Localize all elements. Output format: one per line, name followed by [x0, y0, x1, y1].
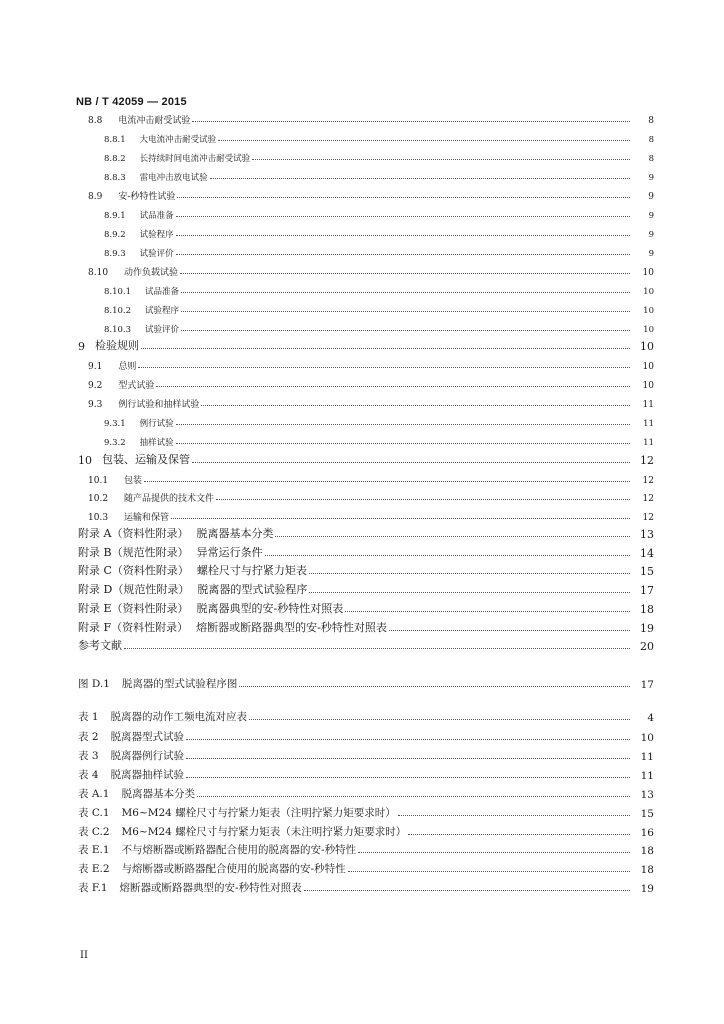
toc-entry-title: 运输和保管: [124, 513, 170, 523]
toc-dot-leader: [239, 686, 630, 687]
toc-dot-leader: [398, 815, 630, 816]
toc-dot-leader: [252, 159, 630, 160]
toc-entry[interactable]: [88, 470, 654, 486]
toc-entry-number: 8.10.2: [104, 306, 132, 316]
toc-entry-number: 9.3.1: [104, 419, 126, 429]
toc-entry-title: 包装、运输及保管: [102, 453, 190, 466]
toc-entry[interactable]: [78, 860, 654, 876]
toc-entry-number: 8.10: [88, 268, 109, 278]
toc-entry-title: 长持续时间电流冲击耐受试验: [139, 154, 251, 164]
toc-entry-number: 表 F.1: [78, 882, 108, 894]
toc-entry-title: 大电流冲击耐受试验: [139, 135, 217, 145]
toc-entry-page: 10: [640, 732, 654, 744]
toc-dot-leader: [389, 630, 630, 631]
toc-entry-number: 附录 D（规范性附录）: [78, 583, 190, 596]
toc-entry-page: 11: [640, 770, 654, 782]
toc-entry-number: 8.8: [88, 116, 103, 126]
toc-entry-number: 9: [78, 340, 85, 353]
toc-dot-leader: [309, 592, 630, 593]
toc-dot-leader: [176, 254, 630, 255]
toc-dot-leader: [218, 140, 630, 141]
toc-entry[interactable]: [88, 186, 654, 202]
toc-dot-leader: [177, 197, 630, 198]
toc-entry-title: 熔断器或断路器典型的安-秒特性对照表: [119, 882, 302, 894]
toc-entry[interactable]: [104, 281, 654, 297]
toc-entry-page: 11: [643, 419, 654, 429]
toc-entry-title: 脱离器型式试验: [110, 731, 185, 743]
toc-dot-leader: [181, 330, 630, 331]
toc-entry-title: M6~M24 螺栓尺寸与拧紧力矩表（注明拧紧力矩要求时）: [121, 807, 396, 819]
toc-entry-page: 17: [640, 584, 654, 597]
standard-header: NB / T 42059 — 2015: [76, 96, 187, 108]
toc-entry-page: 8: [648, 135, 654, 145]
toc-entry[interactable]: [78, 619, 654, 635]
toc-dot-leader: [275, 536, 630, 537]
toc-entry-title: 不与熔断器或断路器配合使用的脱离器的安-秒特性: [121, 844, 357, 856]
toc-entry-page: 11: [642, 400, 654, 410]
toc-entry-number: 10: [78, 454, 92, 467]
toc-entry-title: 总则: [118, 362, 137, 372]
toc-entry-page: 13: [640, 789, 654, 801]
toc-entry-number: 表 C.2: [78, 826, 110, 838]
toc-dot-leader: [124, 648, 630, 649]
toc-entry[interactable]: [78, 562, 654, 578]
toc-entry[interactable]: [78, 766, 654, 782]
toc-entry[interactable]: [104, 243, 654, 259]
toc-entry-title: 例行试验和抽样试验: [118, 400, 200, 410]
toc-entry-number: 8.10.3: [104, 325, 132, 335]
toc-entry-title: 与熔断器或断路器配合使用的脱离器的安-秒特性: [121, 863, 346, 875]
toc-entry-number: 8.9.1: [104, 211, 126, 221]
toc-entry-page: 10: [643, 325, 654, 335]
toc-entry-title: 脱离器的型式试验程序: [197, 583, 308, 596]
toc-entry-number: 8.9.2: [104, 230, 126, 240]
toc-entry-title: 试验评价: [139, 249, 174, 259]
toc-dot-leader: [181, 311, 630, 312]
toc-entry-page: 17: [640, 679, 654, 691]
toc-entry[interactable]: [78, 823, 654, 839]
toc-entry[interactable]: [78, 675, 654, 691]
toc-dot-leader: [176, 235, 630, 236]
toc-dot-leader: [141, 348, 630, 349]
toc-entry-page: 10: [642, 268, 654, 278]
toc-entry-title: 包装: [124, 476, 143, 486]
toc-dot-leader: [144, 481, 630, 482]
toc-entry[interactable]: [104, 129, 654, 145]
toc-entry-page: 12: [642, 513, 654, 523]
toc-entry[interactable]: [88, 356, 654, 372]
toc-entry[interactable]: [78, 451, 654, 467]
toc-entry-number: 表 4: [78, 769, 99, 781]
toc-entry[interactable]: [78, 337, 654, 353]
toc-entry[interactable]: [78, 785, 654, 801]
toc-entry-number: 表 C.1: [78, 807, 110, 819]
toc-entry-title: 脱离器抽样试验: [110, 769, 185, 781]
toc-entry-page: 9: [648, 230, 654, 240]
toc-entry-page: 12: [642, 494, 654, 504]
toc-entry-page: 8: [648, 154, 654, 164]
toc-entry-page: 18: [640, 603, 654, 616]
toc-entry-page: 10: [643, 306, 654, 316]
toc-entry-page: 18: [640, 845, 654, 857]
toc-entry-title: 异常运行条件: [196, 546, 263, 559]
toc-entry[interactable]: [104, 413, 654, 429]
toc-entry-title: 抽样试验: [139, 438, 174, 448]
toc-entry-title: 脱离器的型式试验程序图: [121, 678, 238, 690]
toc-entry-number: 表 2: [78, 731, 99, 743]
toc-dot-leader: [358, 852, 630, 853]
page-number: II: [80, 950, 88, 961]
toc-entry-page: 10: [643, 287, 654, 297]
toc-entry-title: 脱离器的动作工频电流对应表: [110, 711, 248, 723]
toc-entry-number: 8.8.1: [104, 135, 126, 145]
toc-entry-number: 表 1: [78, 711, 99, 723]
toc-entry[interactable]: [78, 708, 654, 724]
toc-entry-page: 19: [640, 622, 654, 635]
toc-entry-page: 12: [642, 476, 654, 486]
toc-entry-number: 9.1: [88, 362, 103, 372]
toc-dot-leader: [180, 273, 630, 274]
toc-entry-title: 螺栓尺寸与拧紧力矩表: [196, 564, 307, 577]
toc-entry-page: 11: [640, 751, 654, 763]
toc-entry-number: 表 E.1: [78, 844, 110, 856]
toc-entry-page: 9: [648, 173, 654, 183]
toc-entry-title: 脱离器例行试验: [110, 750, 185, 762]
toc-dot-leader: [181, 292, 630, 293]
toc-entry-page: 13: [640, 528, 654, 541]
toc-dot-leader: [176, 424, 630, 425]
toc-entry-title: 检验规则: [95, 339, 139, 352]
toc-dot-leader: [171, 518, 630, 519]
toc-entry-page: 9: [648, 211, 654, 221]
toc-entry[interactable]: [104, 205, 654, 221]
toc-entry-page: 9: [648, 249, 654, 259]
toc-entry-page: 19: [640, 883, 654, 895]
toc-entry-number: 10.3: [88, 513, 109, 523]
toc-entry-number: 表 A.1: [78, 788, 110, 800]
toc-dot-leader: [138, 367, 630, 368]
toc-entry-number: 9.3: [88, 400, 103, 410]
toc-entry-number: 图 D.1: [78, 678, 110, 690]
toc-entry[interactable]: [78, 525, 654, 541]
toc-dot-leader: [176, 443, 630, 444]
toc-dot-leader: [210, 178, 630, 179]
toc-dot-leader: [201, 405, 630, 406]
toc-dot-leader: [304, 890, 630, 891]
toc-entry-number: 10.1: [88, 476, 109, 486]
toc-entry-number: 8.10.1: [104, 287, 132, 297]
toc-entry[interactable]: [88, 394, 654, 410]
toc-dot-leader: [192, 462, 630, 463]
toc-entry[interactable]: [104, 224, 654, 240]
toc-entry-title: 熔断器或断路器典型的安-秒特性对照表: [196, 621, 387, 634]
toc-dot-leader: [192, 121, 630, 122]
toc-entry-title: 电流冲击耐受试验: [118, 116, 191, 126]
toc-entry-number: 9.2: [88, 381, 103, 391]
toc-dot-leader: [265, 555, 630, 556]
toc-entry-title: 动作负载试验: [124, 268, 179, 278]
toc-entry-number: 附录 E（资料性附录）: [78, 602, 189, 615]
toc-entry-title: 试验评价: [145, 325, 180, 335]
toc-entry-title: 试品准备: [145, 287, 180, 297]
toc-entry-title: 脱离器基本分类: [121, 788, 195, 800]
toc-entry-number: 附录 A（资料性附录）: [78, 527, 189, 540]
toc-dot-leader: [197, 796, 630, 797]
toc-entry[interactable]: [104, 432, 654, 448]
toc-entry-number: 表 3: [78, 750, 99, 762]
toc-entry[interactable]: [88, 507, 654, 523]
toc-dot-leader: [176, 216, 630, 217]
toc-dot-leader: [186, 739, 630, 740]
toc-entry-page: 15: [640, 808, 654, 820]
toc-entry-number: 10.2: [88, 494, 109, 504]
toc-entry[interactable]: [104, 319, 654, 335]
toc-entry[interactable]: [78, 581, 654, 597]
toc-entry[interactable]: [104, 148, 654, 164]
toc-entry-page: 16: [640, 827, 654, 839]
toc-entry[interactable]: [78, 747, 654, 763]
toc-dot-leader: [216, 499, 630, 500]
toc-entry-number: 附录 F（资料性附录）: [78, 621, 189, 634]
toc-dot-leader: [309, 573, 630, 574]
toc-entry-page: 12: [640, 454, 654, 467]
toc-entry-title: 试品准备: [139, 211, 174, 221]
toc-dot-leader: [156, 386, 630, 387]
toc-entry-title: 例行试验: [139, 419, 174, 429]
toc-entry[interactable]: [88, 375, 654, 391]
toc-entry[interactable]: [88, 488, 654, 504]
toc-entry-number: 9.3.2: [104, 438, 126, 448]
toc-entry-page: 9: [648, 192, 654, 202]
toc-entry-number: 8.9: [88, 192, 103, 202]
toc-entry[interactable]: [78, 600, 654, 616]
toc-entry[interactable]: [88, 110, 654, 126]
toc-entry-title: 试验程序: [139, 230, 174, 240]
toc-dot-leader: [408, 834, 630, 835]
toc-entry-page: 4: [647, 712, 654, 724]
toc-entry-page: 10: [642, 362, 654, 372]
toc-entry-number: 8.8.2: [104, 154, 126, 164]
toc-entry-title: 安-秒特性试验: [118, 192, 176, 202]
toc-entry[interactable]: [104, 300, 654, 316]
toc-entry[interactable]: [78, 841, 654, 857]
toc-entry[interactable]: [78, 728, 654, 744]
toc-entry[interactable]: [88, 262, 654, 278]
toc-entry-page: 20: [640, 640, 654, 653]
toc-entry-number: 8.8.3: [104, 173, 126, 183]
toc-entry-title: 随产品提供的技术文件: [124, 494, 215, 504]
toc-entry-number: 表 E.2: [78, 863, 110, 875]
toc-entry[interactable]: [78, 804, 654, 820]
toc-entry-page: 10: [642, 381, 654, 391]
toc-entry-title: 雷电冲击放电试验: [139, 173, 208, 183]
toc-entry-number: 参考文献: [78, 639, 122, 652]
toc-entry[interactable]: [78, 637, 654, 653]
toc-entry[interactable]: [104, 167, 654, 183]
toc-entry-title: M6~M24 螺栓尺寸与拧紧力矩表（未注明拧紧力矩要求时）: [121, 826, 407, 838]
toc-entry-page: 18: [640, 864, 654, 876]
toc-entry[interactable]: [78, 544, 654, 560]
toc-dot-leader: [348, 871, 630, 872]
toc-entry-number: 附录 B（规范性附录）: [78, 546, 189, 559]
toc-entry-page: 10: [640, 340, 654, 353]
toc-entry-page: 15: [640, 565, 654, 578]
toc-dot-leader: [186, 777, 630, 778]
toc-dot-leader: [186, 758, 630, 759]
toc-entry[interactable]: [78, 879, 654, 895]
toc-entry-number: 8.9.3: [104, 249, 126, 259]
toc-entry-page: 8: [648, 116, 654, 126]
toc-entry-title: 试验程序: [145, 306, 180, 316]
toc-entry-page: 11: [643, 438, 654, 448]
toc-dot-leader: [345, 611, 630, 612]
toc-dot-leader: [249, 719, 630, 720]
toc-entry-title: 型式试验: [118, 381, 155, 391]
toc-entry-title: 脱离器典型的安-秒特性对照表: [196, 602, 344, 615]
toc-entry-title: 脱离器基本分类: [196, 527, 274, 540]
toc-entry-number: 附录 C（资料性附录）: [78, 564, 189, 577]
toc-entry-page: 14: [640, 547, 654, 560]
